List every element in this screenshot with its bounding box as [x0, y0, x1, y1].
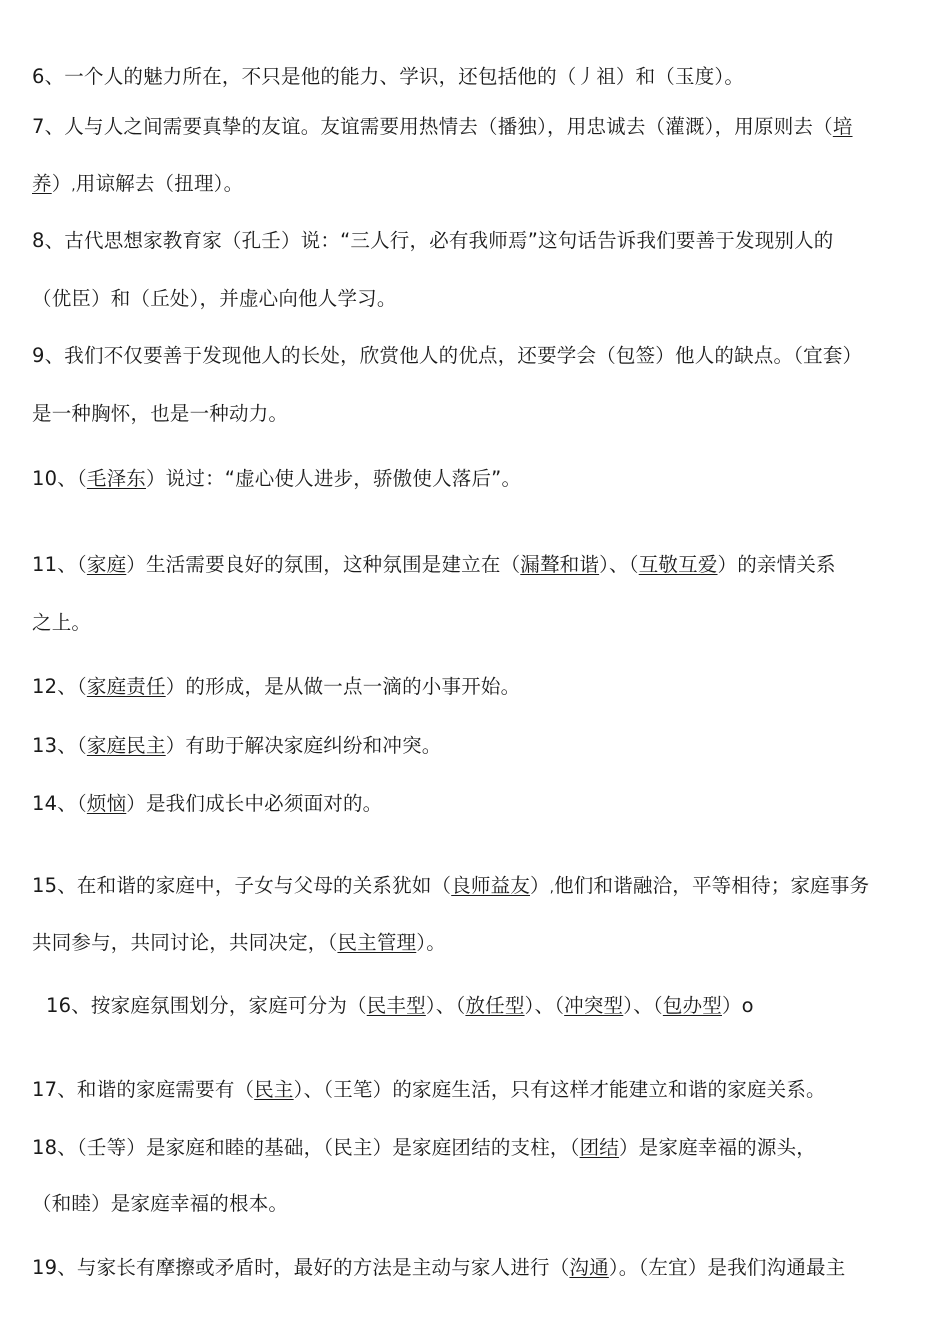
item-8-line-2: （优臣）和（丘处），并虚心向他人学习。	[32, 287, 397, 310]
answer-underlined: 烦恼	[86, 792, 127, 815]
answer-underlined: 包办型	[662, 994, 722, 1017]
item-18-line-2: （和睦）是家庭幸福的根本。	[32, 1192, 289, 1215]
item-18-line-1: 18、（壬等）是家庭和睦的基础，（民主）是家庭团结的支柱，（团结）是家庭幸福的源头，	[32, 1136, 816, 1159]
item-12-line-1: 12、（家庭责任）的形成，是从做一点一滴的小事开始。	[32, 675, 521, 698]
answer-underlined: 团结	[579, 1136, 619, 1159]
item-9-line-1: 9、我们不仅要善于发现他人的长处，欣赏他人的优点，还要学会（包签）他人的缺点。（宜套）	[32, 344, 863, 367]
item-11-line-1: 11、（家庭）生活需要良好的氛围，这种氛围是建立在（漏聱和谐）、（互敬互爱）的亲情关系	[32, 553, 836, 576]
answer-underlined: 冲突型	[564, 994, 624, 1017]
answer-underlined: 民丰型	[366, 994, 426, 1017]
item-13-line-1: 13、（家庭民主）有助于解决家庭纠纷和冲突。	[32, 734, 442, 757]
item-6-line-1: 6、一个人的魅力所在，不只是他的能力、学识，还包括他的（丿祖）和（玉度）。	[32, 65, 745, 88]
item-11-line-2: 之上。	[32, 611, 92, 634]
item-16-line-1: 16、按家庭氛围划分，家庭可分为（民丰型）、（放任型）、（冲突型）、（包办型）o	[46, 994, 754, 1017]
answer-underlined: 民主管理	[337, 931, 417, 954]
answer-underlined: 毛泽东	[86, 467, 146, 490]
answer-underlined: 放任型	[465, 994, 525, 1017]
answer-underlined: 漏聱和谐	[520, 553, 600, 576]
item-8-line-1: 8、古代思想家教育家（孔壬）说：“三人行，必有我师焉”这句话告诉我们要善于发现别人的	[32, 229, 834, 252]
answer-underlined: 养	[32, 172, 52, 195]
answer-underlined: 良师益友	[451, 874, 531, 897]
item-19-line-1: 19、与家长有摩擦或矛盾时，最好的方法是主动与家人进行（沟通）。（左宜）是我们沟通最主	[32, 1256, 846, 1279]
answer-underlined: 家庭	[86, 553, 127, 576]
answer-underlined: 沟通	[569, 1256, 609, 1279]
item-17-line-1: 17、和谐的家庭需要有（民主）、（王笔）的家庭生活，只有这样才能建立和谐的家庭关系。	[32, 1078, 826, 1101]
answer-underlined: 家庭民主	[86, 734, 166, 757]
item-15-line-1: 15、在和谐的家庭中，子女与父母的关系犹如（良师益友）,他们和谐融洽，平等相待；家庭事务	[32, 874, 870, 897]
item-14-line-1: 14、（烦恼）是我们成长中必须面对的。	[32, 792, 383, 815]
item-7-line-2: 养）,用谅解去（扭理）。	[32, 172, 244, 195]
item-9-line-2: 是一种胸怀，也是一种动力。	[32, 402, 289, 425]
item-10-line-1: 10、（毛泽东）说过：“虚心使人进步，骄傲使人落后”。	[32, 467, 522, 490]
answer-underlined: 培	[832, 115, 853, 138]
answer-underlined: 民主	[254, 1078, 294, 1101]
item-15-line-2: 共同参与，共同讨论，共同决定，（民主管理）。	[32, 931, 446, 954]
item-7-line-1: 7、人与人之间需要真挚的友谊。友谊需要用热情去（播独），用忠诚去（灌溉），用原则去（培	[32, 115, 853, 138]
answer-underlined: 互敬互爱	[638, 553, 718, 576]
answer-underlined: 家庭责任	[86, 675, 166, 698]
